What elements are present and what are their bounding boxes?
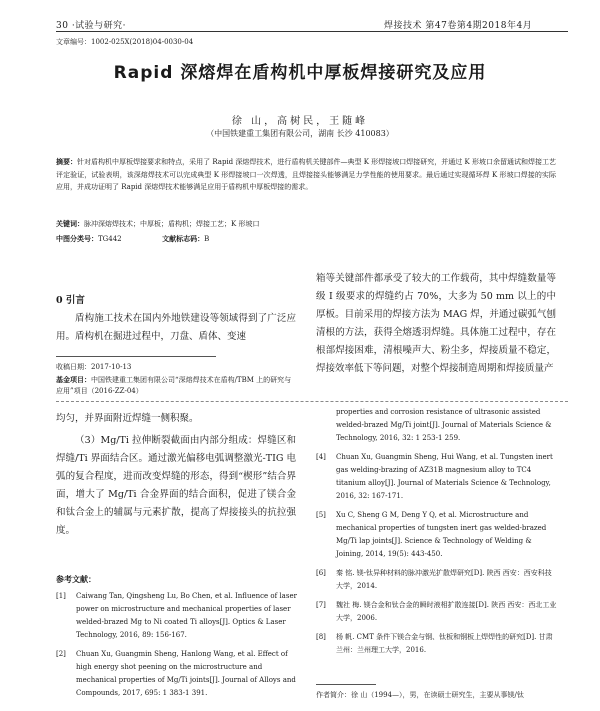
reference-number: [5] <box>316 511 326 519</box>
reference-item <box>316 631 558 657</box>
reference-number: [2] <box>56 650 66 658</box>
fund-label: 基金项目： <box>56 375 91 384</box>
clc-label: 中图分类号： <box>56 234 98 243</box>
header-divider <box>56 31 568 32</box>
classification <box>56 234 209 244</box>
keywords-label: 关键词： <box>56 219 84 228</box>
reference-number: [6] <box>316 569 326 577</box>
authors: 徐 山，高树民，王随峰 <box>231 116 369 127</box>
author-note: 作者简介：徐 山（1994—），男，在读硕士研究生，主要从事镁/钛 <box>316 691 524 699</box>
section-heading-intro: 0 引言 <box>56 295 85 306</box>
footnote-divider <box>56 356 216 357</box>
reference-number: [4] <box>316 453 326 461</box>
reference-text: Chuan Xu, Guangmin Sheng, Hui Wang, et al. Tungsten inert gas welding-brazing of AZ31B magnesium alloy to TC4 titanium alloy[J]. Journal of Materials Science & Technology, 2016, 32: 167-171. <box>336 453 553 500</box>
intro-paragraph: 盾构施工技术在国内外地铁建设等领域得到了广泛应用。盾构机在掘进过程中，刀盘、盾体、变速 <box>56 313 296 342</box>
keywords <box>56 219 556 229</box>
reference-number: [1] <box>56 592 66 600</box>
reference-item <box>56 590 298 642</box>
reference-item <box>316 509 558 561</box>
right-column-paragraph: 箱等关键部件都承受了较大的工作载荷，其中焊缝数量等级 I 级要求的焊缝约占 70%，大多为 50 mm 以上的中厚板。目前采用的焊接方法为 MAG 焊，并通过碳弧气刨清根的方法，获得全熔透羽焊缝。具体施工过程中，存在根部焊接困难，清根噪声大、粉尘多，焊接质量不稳定，焊接效率低下等问题，对整个焊接制造周期和焊接质量产 <box>316 273 556 374</box>
footnote-received: 收稿日期：2017-10-13 <box>56 363 132 371</box>
doc-code-value: B <box>204 235 210 243</box>
affiliation: （中国铁建重工集团有限公司，湖南 长沙 410083） <box>206 129 394 138</box>
running-header-right: 焊接技术 第47卷第4期2018年4月 <box>384 21 533 31</box>
references-left <box>56 590 298 700</box>
fund-text: 中国铁建重工集团有限公司“深熔焊技术在盾构/TBM 上的研究与应用”项目（2016-ZZ-04） <box>56 376 292 395</box>
abstract-label: 摘要： <box>56 157 78 166</box>
section-divider <box>56 401 568 402</box>
reference-text: 秦 铭. 镁-钛异种材料的脉冲激光扩散焊研究[D]. 陕西 西安：西安科技大学，2014. <box>336 569 552 590</box>
reference-text: properties and corrosion resistance of ultrasonic assisted welded-brazed Mg/Ti joint[J]. Journal of Materials Science & Technology, 2016, 32: 1 253-1 259. <box>336 408 552 442</box>
abstract-text: 针对盾构机中厚板焊接要求和特点，采用了 Rapid 深熔焊技术，进行盾构机关键部件—典型 K 形焊接坡口焊接研究，并通过 K 形坡口余留通试和焊接工艺评定验证，试验表明，该深熔焊技术可以完成典型 K 形焊接坡口一次焊透，且焊接接头能够满足力学性能的使用要求。最后通过实现循环焊 K 形坡口焊接的实际应用，并成功证明了 Rapid 深熔焊技术能够满足应用于盾构机中厚板焊接的需求。 <box>56 158 557 191</box>
reference-item <box>316 451 558 503</box>
reference-text: Chuan Xu, Guangmin Sheng, Hanlong Wang, et al. Effect of high energy shot peening on the microstructure and mechanical properties of Mg/Ti joints[J]. Journal of Alloys and Compounds, 2017, 695: 1 383-1 391. <box>76 650 296 697</box>
abstract <box>56 156 556 194</box>
references-heading: 参考文献： <box>56 574 96 584</box>
running-header-left: 30 ·试验与研究· <box>56 21 127 31</box>
reference-number: [8] <box>316 633 326 641</box>
reference-item <box>56 648 298 700</box>
conclusion-paragraph-end: 均匀，并界面附近焊缝一侧积聚。 <box>56 413 199 424</box>
author-note-divider <box>316 684 376 685</box>
reference-number <box>316 406 336 445</box>
reference-text: 魏社 梅. 镁合金和钛合金的瞬时液相扩散连接[D]. 陕西 西安：西北工业大学，2006. <box>336 601 557 622</box>
clc-value: TG442 <box>98 235 122 243</box>
reference-item <box>316 599 558 625</box>
reference-item <box>316 567 558 593</box>
doc-code-label: 文献标志码： <box>162 234 205 243</box>
reference-text: 杨 帆. CMT 条件下镁合金与钢、钛板和钢板上焊焊性的研究[D]. 甘肃 兰州：兰州理工大学，2016. <box>336 633 553 654</box>
article-id: 文章编号：1002-025X(2018)04-0030-04 <box>56 38 194 46</box>
keywords-text: 脉冲深熔焊技术；中厚板；盾构机；焊接工艺；K 形坡口 <box>84 220 260 228</box>
conclusion-item-3: （3）Mg/Ti 拉伸断裂截面由内部分组成：焊缝区和焊缝/Ti 界面结合区。通过激光偏移电弧调整激光-TIG 电弧的复合程度，进而改变焊缝的形态，得到“楔形”结合界面，增大了 Mg/Ti 合金界面的结合面积，促进了镁合金和钛合金上的辅属与元素扩散，提高了焊接接头的抗拉强度。 <box>56 435 296 536</box>
reference-text: Caiwang Tan, Qingsheng Lu, Bo Chen, et al. Influence of laser power on microstructure and mechanical properties of laser welded-brazed Mg to Ni coated Ti alloys[J]. Optics & Laser Technology, 2016, 89: 156-167. <box>76 592 297 639</box>
references-right <box>316 406 558 657</box>
footnote-fund <box>56 374 296 397</box>
reference-text: Xu C, Sheng G M, Deng Y Q, et al. Microstructure and mechanical properties of tungsten inert gas welded-brazed Mg/Ti lap joints[J]. Science & Technology of Welding & Joining, 2014, 19(5): 443-450. <box>336 511 547 558</box>
reference-number: [7] <box>316 601 326 609</box>
reference-item <box>316 406 558 445</box>
page-title: Rapid 深熔焊在盾构机中厚板焊接研究及应用 <box>113 63 487 83</box>
